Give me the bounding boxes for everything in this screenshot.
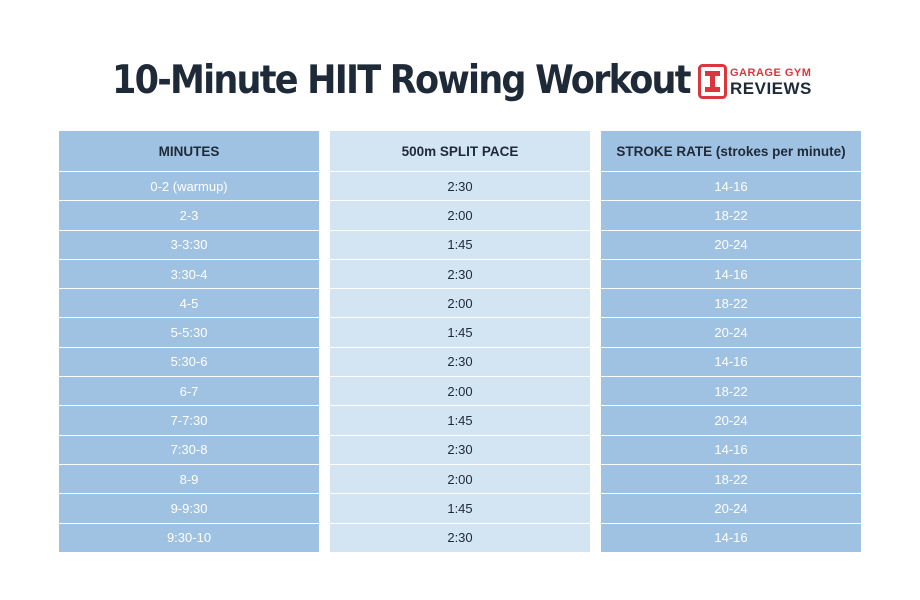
- cell-stroke-rate: 14-16: [601, 172, 861, 201]
- cell-stroke-rate: 20-24: [601, 406, 861, 435]
- cell-stroke-rate: 20-24: [601, 494, 861, 523]
- cell-stroke-rate: 18-22: [601, 377, 861, 406]
- column-minutes: [59, 131, 319, 552]
- cell-minutes: 3-3:30: [59, 231, 319, 260]
- cell-split-pace: 2:30: [330, 524, 590, 552]
- cell-minutes: 0-2 (warmup): [59, 172, 319, 201]
- cell-minutes: 3:30-4: [59, 260, 319, 289]
- cell-minutes: 2-3: [59, 201, 319, 230]
- cell-split-pace: 1:45: [330, 318, 590, 347]
- column-stroke-rate: [601, 131, 861, 552]
- column-split-pace: [330, 131, 590, 552]
- page-title: 10-Minute HIIT Rowing Workout: [112, 58, 690, 103]
- cell-split-pace: 2:30: [330, 260, 590, 289]
- cell-minutes: 7:30-8: [59, 436, 319, 465]
- cell-split-pace: 2:00: [330, 377, 590, 406]
- cell-split-pace: 2:30: [330, 348, 590, 377]
- cell-stroke-rate: 18-22: [601, 289, 861, 318]
- cell-stroke-rate: 18-22: [601, 201, 861, 230]
- cell-stroke-rate: 14-16: [601, 348, 861, 377]
- header-stroke-rate: STROKE RATE (strokes per minute): [601, 131, 861, 172]
- cell-split-pace: 1:45: [330, 406, 590, 435]
- cell-split-pace: 2:00: [330, 289, 590, 318]
- cell-minutes: 7-7:30: [59, 406, 319, 435]
- cell-stroke-rate: 18-22: [601, 465, 861, 494]
- title-row: [0, 52, 920, 112]
- cell-stroke-rate: 14-16: [601, 260, 861, 289]
- cell-stroke-rate: 20-24: [601, 231, 861, 260]
- cell-minutes: 6-7: [59, 377, 319, 406]
- cell-split-pace: 2:30: [330, 172, 590, 201]
- cell-stroke-rate: 14-16: [601, 524, 861, 552]
- cell-minutes: 9-9:30: [59, 494, 319, 523]
- dumbbell-icon: [698, 64, 727, 99]
- cell-stroke-rate: 20-24: [601, 318, 861, 347]
- logo-text-bottom: REVIEWS: [730, 79, 812, 98]
- cell-split-pace: 2:00: [330, 465, 590, 494]
- cell-split-pace: 2:00: [330, 201, 590, 230]
- brand-logo: [698, 64, 812, 100]
- cell-split-pace: 1:45: [330, 231, 590, 260]
- cell-minutes: 4-5: [59, 289, 319, 318]
- logo-text-top: GARAGE GYM: [730, 67, 812, 79]
- cell-minutes: 9:30-10: [59, 524, 319, 552]
- cell-stroke-rate: 14-16: [601, 436, 861, 465]
- header-split-pace: 500m SPLIT PACE: [330, 131, 590, 172]
- cell-split-pace: 1:45: [330, 494, 590, 523]
- cell-minutes: 5-5:30: [59, 318, 319, 347]
- header-minutes: MINUTES: [59, 131, 319, 172]
- cell-minutes: 5:30-6: [59, 348, 319, 377]
- cell-minutes: 8-9: [59, 465, 319, 494]
- cell-split-pace: 2:30: [330, 436, 590, 465]
